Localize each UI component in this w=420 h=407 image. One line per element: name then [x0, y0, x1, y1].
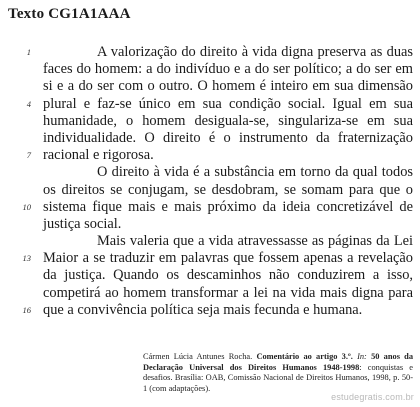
- citation-in-label: In:: [357, 352, 367, 361]
- text-line: [43, 61, 413, 78]
- line-number: 7: [26, 150, 31, 161]
- citation-author: Cármen Lúcia Antunes Rocha.: [143, 352, 253, 361]
- line-text: individualidade. O direito é o instrumento da fraternização: [43, 129, 413, 146]
- text-line: [43, 130, 413, 147]
- text-line: [43, 233, 413, 250]
- text-title: Texto CG1A1AAA: [8, 6, 131, 22]
- citation-article: Comentário ao artigo 3.º.: [256, 352, 353, 361]
- line-text: competirá ao homem transformar a lei na vida mais digna para: [43, 284, 413, 301]
- text-line: [26, 44, 413, 61]
- line-text: os direitos se conjugam, se desdobram, se somam para que o: [43, 181, 413, 198]
- text-line: [43, 182, 413, 199]
- line-text: da justiça. Quando os descaminhos não conduzirem a isso,: [43, 267, 413, 284]
- line-text: A valorização do direito à vida digna preserva as duas: [97, 44, 413, 60]
- text-line: [43, 78, 413, 95]
- line-number: 16: [22, 304, 31, 315]
- line-text: Mais valeria que a vida atravessasse as páginas da Lei: [97, 233, 413, 250]
- text-line: [43, 164, 413, 181]
- line-text: faces do homem: a do indivíduo e a do ser político; a do ser em: [43, 61, 413, 78]
- line-number: 4: [26, 98, 31, 109]
- text-line: [43, 216, 413, 233]
- text-line: [43, 113, 413, 130]
- text-line: [22, 250, 413, 267]
- line-text: justiça social.: [43, 215, 122, 232]
- line-number: 13: [22, 253, 31, 264]
- line-text: si e a do ser com o outro. O homem é inteiro em sua dimensão: [43, 78, 413, 95]
- line-number: 10: [22, 201, 31, 212]
- line-text: que a convivência política seja mais fecunda e humana.: [43, 301, 363, 318]
- text-line: [26, 147, 413, 164]
- citation-book: 50 anos da Declaração Universal dos Direitos Humanos 1948-1998: [143, 352, 414, 372]
- line-text: humanidade, o homem desiguala-se, singulariza-se em sua: [43, 112, 413, 129]
- citation-rest: : conquistas e desafios. Brasília: OAB, Comissão Nacional de Direitos Humanos, 1998, p. 50-1 (com adaptações).: [143, 362, 413, 393]
- line-text: O direito à vida é a substância em torno da qual todos: [97, 164, 413, 181]
- site-watermark: estudegratis.com.br: [331, 392, 414, 402]
- line-text: racional e rigorosa.: [43, 147, 154, 164]
- text-line: [43, 267, 413, 284]
- text-line: [22, 198, 413, 216]
- text-line: [22, 301, 413, 319]
- line-text: plural e faz-se único em sua condição social. Igual em sua: [43, 95, 413, 112]
- line-text: sistema fique mais e mais próximo da ideia concretizável de: [43, 198, 413, 215]
- line-number: 1: [26, 47, 31, 57]
- text-line: [43, 285, 413, 302]
- line-text: Maior a se traduzir em palavras que fossem apenas a revelação: [43, 250, 413, 267]
- text-body: [22, 44, 413, 319]
- citation: [143, 352, 413, 394]
- text-line: [26, 95, 413, 113]
